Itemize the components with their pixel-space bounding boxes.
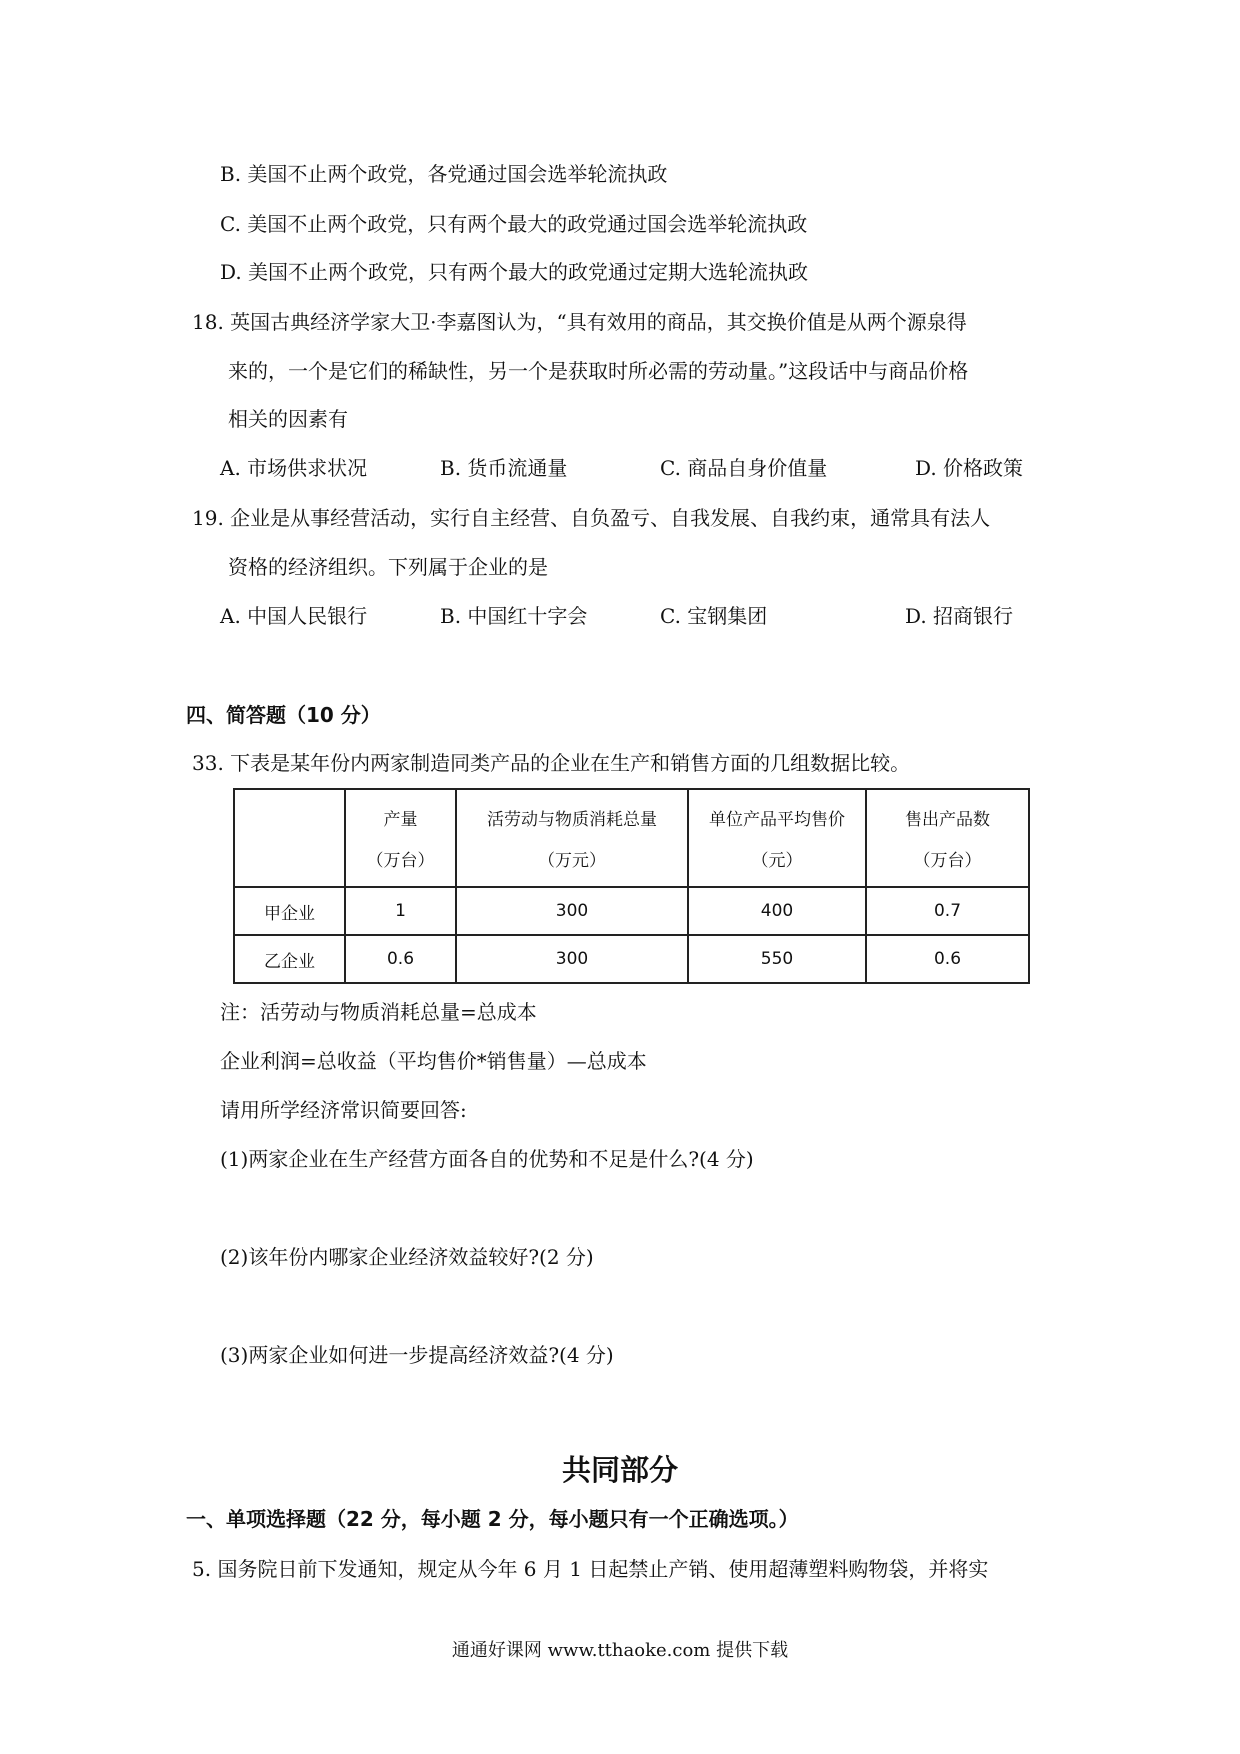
q19-option-c: C. 宝钢集团 (660, 604, 768, 628)
table-cell: 甲企业 (234, 887, 345, 935)
comparison-table (233, 788, 1030, 984)
header-label: 售出产品数 (905, 810, 990, 830)
q19-option-a: A. 中国人民银行 (220, 604, 368, 628)
table-cell: 300 (456, 887, 688, 935)
header-label: 活劳动与物质消耗总量 (487, 810, 657, 830)
header-unit: （万元） (538, 851, 606, 871)
header-unit: （万台） (913, 851, 982, 871)
table-cell: 0.7 (866, 887, 1029, 935)
q17-option-c: C. 美国不止两个政党，只有两个最大的政党通过国会选举轮流执政 (220, 212, 808, 236)
table-header-cell (345, 789, 456, 887)
q33-intro: 33. 下表是某年份内两家制造同类产品的企业在生产和销售方面的几组数据比较。 (192, 751, 911, 775)
q33-note-cost: 注：活劳动与物质消耗总量=总成本 (220, 1000, 537, 1024)
q33-sub-question-3: (3)两家企业如何进一步提高经济效益?(4 分) (220, 1343, 614, 1367)
q33-note-profit: 企业利润=总收益（平均售价*销售量）—总成本 (220, 1049, 647, 1073)
q19-line-2: 资格的经济组织。下列属于企业的是 (228, 555, 548, 579)
q5-line-1: 5. 国务院日前下发通知，规定从今年 6 月 1 日起禁止产销、使用超薄塑料购物袋，并将实 (192, 1557, 989, 1581)
header-unit: （万台） (366, 851, 435, 871)
table-header-cell (866, 789, 1029, 887)
q18-line-2: 来的，一个是它们的稀缺性，另一个是获取时所必需的劳动量。”这段话中与商品价格 (228, 359, 969, 383)
table-cell: 300 (456, 935, 688, 983)
page-footer: 通通好课网 www.tthaoke.com 提供下载 (451, 1640, 789, 1661)
common-section-title: 共同部分 (561, 1453, 678, 1487)
q33-sub-question-2: (2)该年份内哪家企业经济效益较好?(2 分) (220, 1245, 594, 1269)
table-cell: 0.6 (345, 935, 456, 983)
q33-sub-question-1: (1)两家企业在生产经营方面各自的优势和不足是什么?(4 分) (220, 1147, 754, 1171)
q18-line-3: 相关的因素有 (228, 407, 348, 431)
table-cell: 0.6 (866, 935, 1029, 983)
table-header-cell (234, 789, 345, 887)
table-cell: 1 (345, 887, 456, 935)
section-1-title: 一、单项选择题（22 分，每小题 2 分，每小题只有一个正确选项。） (186, 1507, 799, 1531)
q18-option-b: B. 货币流通量 (440, 456, 568, 480)
q18-line-1: 18. 英国古典经济学家大卫·李嘉图认为，“具有效用的商品，其交换价值是从两个源泉得 (192, 310, 967, 334)
header-label: 单位产品平均售价 (709, 810, 845, 830)
table-cell: 乙企业 (234, 935, 345, 983)
table-header-cell (688, 789, 866, 887)
table-header-row (234, 789, 1029, 887)
table-row (234, 887, 1029, 935)
q18-option-a: A. 市场供求状况 (220, 456, 368, 480)
q19-line-1: 19. 企业是从事经营活动，实行自主经营、自负盈亏、自我发展、自我约束，通常具有法人 (192, 506, 991, 530)
q17-option-d: D. 美国不止两个政党，只有两个最大的政党通过定期大选轮流执政 (220, 260, 809, 284)
q17-option-b: B. 美国不止两个政党，各党通过国会选举轮流执政 (220, 162, 668, 186)
q19-option-b: B. 中国红十字会 (440, 604, 588, 628)
table-header-cell (456, 789, 688, 887)
q19-option-d: D. 招商银行 (905, 604, 1014, 628)
table-cell: 550 (688, 935, 866, 983)
table-cell: 400 (688, 887, 866, 935)
q33-prompt: 请用所学经济常识简要回答: (220, 1098, 467, 1122)
q18-option-c: C. 商品自身价值量 (660, 456, 828, 480)
q18-option-d: D. 价格政策 (915, 456, 1024, 480)
section-4-title: 四、简答题（10 分） (186, 703, 381, 727)
header-label: 产量 (383, 810, 418, 830)
header-unit: （元） (751, 851, 803, 871)
table-row (234, 935, 1029, 983)
